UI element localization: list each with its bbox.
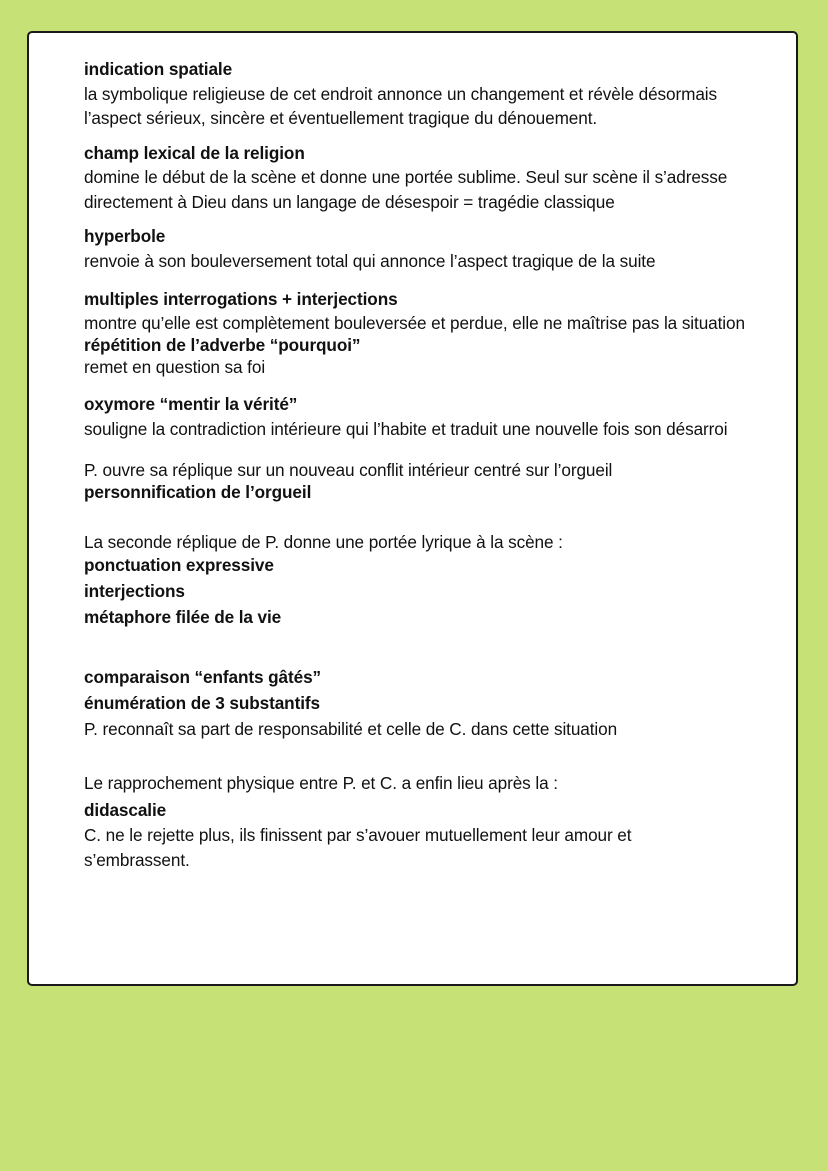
term-explanation: remet en question sa foi [84, 357, 266, 377]
term-heading: comparaison “enfants gâtés” [84, 667, 322, 687]
section-intro: P. ouvre sa réplique sur un nouveau conflit intérieur centré sur l’orgueil [84, 460, 613, 480]
notes-content [84, 57, 784, 873]
term-heading: didascalie [84, 800, 167, 820]
section-repetition [84, 334, 784, 378]
term-explanation: souligne la contradiction intérieure qui l’habite et traduit une nouvelle fois son désarroi [84, 418, 728, 439]
term-heading: hyperbole [84, 226, 166, 246]
term-explanation: renvoie à son bouleversement total qui annonce l’aspect tragique de la suite [84, 250, 656, 271]
section-intro: Le rapprochement physique entre P. et C. a enfin lieu après la : [84, 773, 558, 793]
term-heading: oxymore “mentir la vérité” [84, 394, 298, 414]
section-interrogations [84, 287, 784, 334]
term-explanation: domine le début de la scène et donne une portée sublime. Seul sur scène il s’adresse directement à Dieu dans un langage de désespoir = tragédie classique [84, 167, 728, 212]
section-indication-spatiale [84, 57, 784, 131]
term-heading: multiples interrogations + interjections [84, 289, 398, 309]
section-lyrique [84, 531, 784, 630]
term-heading: énumération de 3 substantifs [84, 693, 320, 713]
term-heading: métaphore filée de la vie [84, 607, 282, 627]
term-heading: interjections [84, 581, 185, 601]
term-heading: répétition de l’adverbe “pourquoi” [84, 335, 361, 355]
term-explanation: montre qu’elle est complètement bouleversée et perdue, elle ne maîtrise pas la situation [84, 312, 745, 333]
section-champ-lexical [84, 141, 784, 215]
term-heading: personnification de l’orgueil [84, 482, 312, 502]
term-explanation: P. reconnaît sa part de responsabilité et celle de C. dans cette situation [84, 719, 618, 739]
section-didascalie [84, 770, 784, 873]
term-heading: champ lexical de la religion [84, 142, 305, 163]
term-explanation: C. ne le rejette plus, ils finissent par s’avouer mutuellement leur amour et s’embrassent. [84, 825, 632, 870]
section-hyperbole [84, 224, 784, 273]
section-oxymore [84, 392, 784, 441]
term-heading: ponctuation expressive [84, 555, 274, 575]
section-intro: La seconde réplique de P. donne une portée lyrique à la scène : [84, 532, 563, 552]
notes-card [27, 31, 798, 986]
term-explanation: la symbolique religieuse de cet endroit annonce un changement et révèle désormais l’aspect sérieux, sincère et éventuellement tragique du dénouement. [84, 83, 717, 128]
section-orgueil [84, 459, 784, 503]
section-comparaison [84, 664, 784, 742]
term-heading: indication spatiale [84, 59, 233, 79]
